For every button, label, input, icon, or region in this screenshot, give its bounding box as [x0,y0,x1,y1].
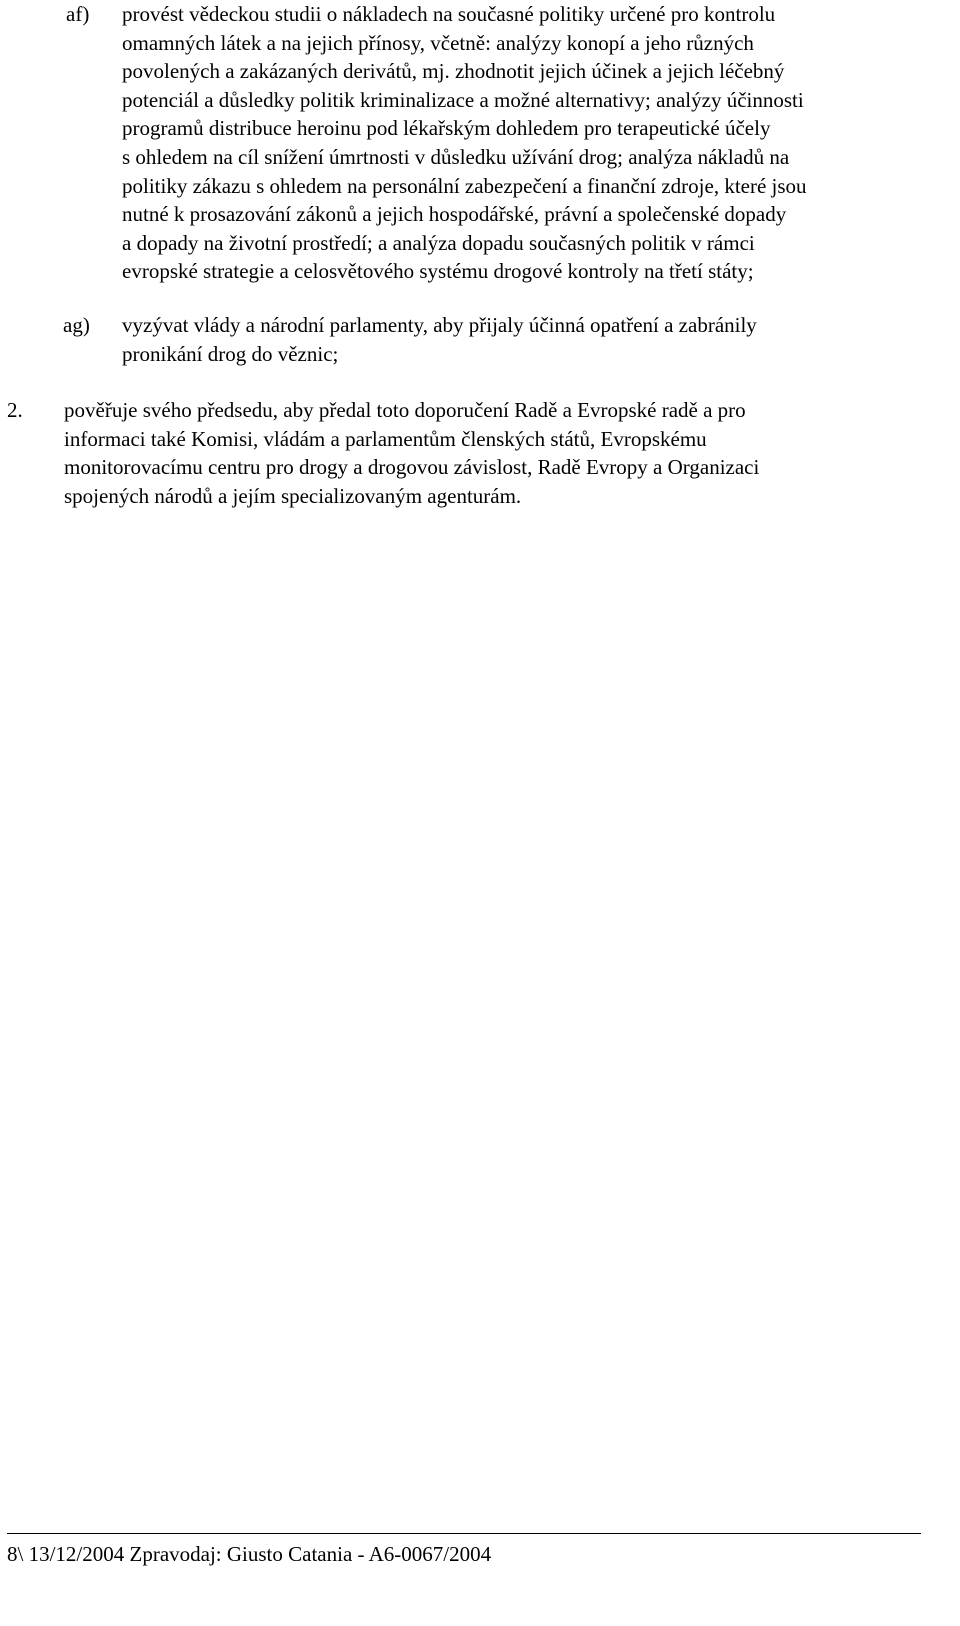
text-line: s ohledem na cíl snížení úmrtnosti v důsledku užívání drog; analýza nákladů na [122,144,790,169]
item-text [122,311,942,368]
text-line: nutné k prosazování zákonů a jejich hospodářské, právní a společenské dopady [122,202,787,227]
text-line: informaci také Komisi, vládám a parlamentům členských států, Evropskému [64,426,707,451]
text-line: a dopady na životní prostředí; a analýza dopadu současných politik v rámci [122,230,755,255]
item-text [122,0,942,286]
text-line: programů distribuce heroinu pod lékařským dohledem pro terapeutické účely [122,116,771,141]
text-line: pronikání drog do věznic; [122,341,339,366]
text-line: monitorovacímu centru pro drogy a drogovou závislost, Radě Evropy a Organizaci [64,455,760,480]
text-line: povolených a zakázaných derivátů, mj. zhodnotit jejich účinek a jejich léčebný [122,59,785,84]
text-line: provést vědeckou studii o nákladech na současné politiky určené pro kontrolu [122,2,776,26]
text-line: evropské strategie a celosvětového systému drogové kontroly na třetí státy; [122,259,754,284]
item-marker: 2. [7,398,23,422]
footer-divider [7,1533,921,1534]
text-line: vyzývat vlády a národní parlamenty, aby přijaly účinná opatření a zabránily [122,313,757,337]
text-line: pověřuje svého předsedu, aby předal toto doporučení Radě a Evropské radě a pro [64,398,746,422]
text-line: politiky zákazu s ohledem na personální zabezpečení a finanční zdroje, které jsou [122,173,807,198]
text-line: potenciál a důsledky politik kriminalizace a možné alternativy; analýzy účinnosti [122,87,804,112]
item-marker: af) [66,2,90,26]
footer-reference: 8\ 13/12/2004 Zpravodaj: Giusto Catania - A6-0067/2004 [7,1542,492,1566]
text-line: omamných látek a na jejich přínosy, včetně: analýzy konopí a jeho různých [122,30,754,55]
item-text [64,396,944,510]
item-marker: ag) [63,313,90,337]
text-line: spojených národů a jejím specializovaným agenturám. [64,483,522,508]
